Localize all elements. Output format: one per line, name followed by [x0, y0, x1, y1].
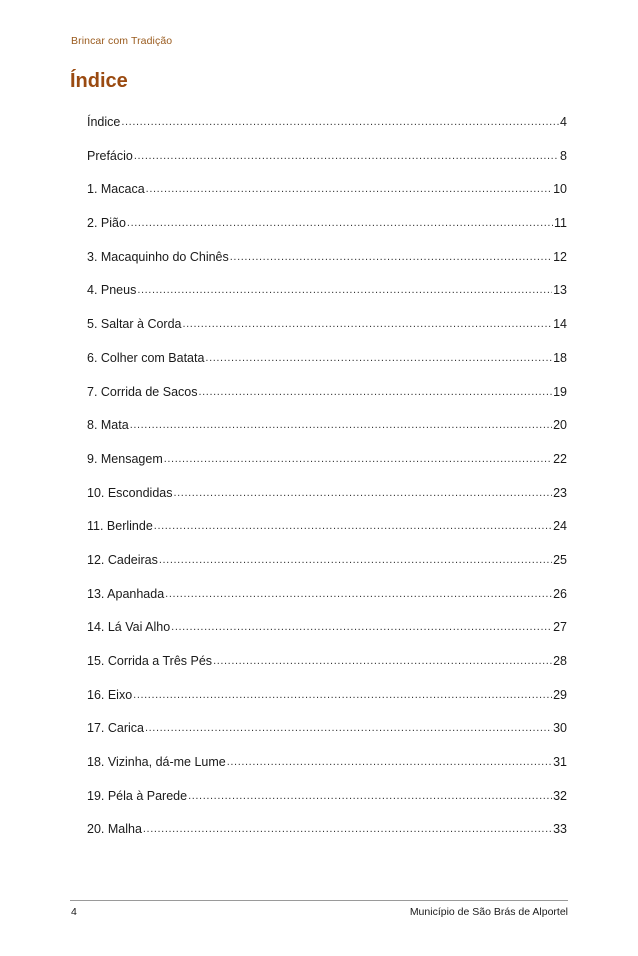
toc-entry-page: 32	[553, 788, 567, 803]
toc-dot-leader	[143, 821, 552, 835]
toc-entry-label: 3. Macaquinho do Chinês	[87, 249, 229, 264]
toc-entry[interactable]	[87, 115, 567, 149]
toc-dot-leader	[188, 788, 552, 802]
toc-entry-label: 11. Berlinde	[87, 519, 153, 534]
toc-entry-label: 8. Mata	[87, 418, 129, 433]
toc-entry[interactable]	[87, 587, 567, 621]
toc-entry[interactable]	[87, 721, 567, 755]
toc-dot-leader	[127, 215, 553, 229]
toc-dot-leader	[183, 316, 553, 330]
footer-organization: Município de São Brás de Alportel	[409, 906, 568, 918]
toc-entry-page: 24	[553, 519, 567, 534]
toc-entry-label: 13. Apanhada	[87, 586, 165, 601]
toc-entry-label: 17. Carica	[87, 721, 144, 736]
toc-entry[interactable]	[87, 283, 567, 317]
toc-entry-page: 10	[553, 182, 567, 197]
footer-divider	[70, 900, 568, 901]
toc-entry-page: 22	[553, 451, 567, 466]
toc-dot-leader	[134, 148, 559, 162]
toc-entry[interactable]	[87, 182, 567, 216]
toc-entry-label: 6. Colher com Batata	[87, 350, 205, 365]
toc-entry-label: Prefácio	[87, 148, 133, 163]
toc-dot-leader	[213, 653, 552, 667]
toc-entry[interactable]	[87, 486, 567, 520]
toc-entry-page: 33	[553, 822, 567, 837]
toc-entry-label: 15. Corrida a Três Pés	[87, 654, 213, 668]
toc-entry-page: 8	[560, 148, 567, 163]
toc-entry[interactable]	[87, 789, 567, 823]
toc-entry-page: 18	[553, 350, 567, 365]
toc-entry[interactable]	[87, 688, 567, 722]
page-title: Índice	[70, 70, 128, 92]
toc-entry[interactable]	[87, 553, 567, 587]
toc-entry-page: 25	[553, 552, 567, 567]
toc-entry[interactable]	[87, 149, 567, 183]
toc-dot-leader	[146, 181, 552, 195]
toc-dot-leader	[159, 552, 552, 566]
toc-entry-label: 9. Mensagem	[87, 451, 163, 466]
toc-entry-label: Índice	[87, 115, 121, 129]
table-of-contents	[87, 115, 567, 856]
toc-entry[interactable]	[87, 385, 567, 419]
toc-entry-label: 4. Pneus	[87, 283, 137, 298]
footer-page-number: 4	[71, 906, 77, 918]
toc-entry-page: 14	[553, 317, 567, 332]
toc-dot-leader	[227, 754, 552, 768]
toc-entry[interactable]	[87, 654, 567, 688]
toc-entry-label: 12. Cadeiras	[87, 552, 158, 567]
toc-entry-label: 1. Macaca	[87, 182, 145, 197]
toc-entry[interactable]	[87, 620, 567, 654]
toc-dot-leader	[165, 586, 552, 600]
toc-dot-leader	[133, 687, 552, 701]
toc-entry-label: 16. Eixo	[87, 687, 133, 702]
running-header: Brincar com Tradição	[71, 35, 173, 47]
toc-dot-leader	[137, 282, 552, 296]
toc-dot-leader	[171, 619, 552, 633]
toc-entry-label: 5. Saltar à Corda	[87, 317, 182, 332]
toc-entry[interactable]	[87, 519, 567, 553]
toc-entry-page: 11	[554, 216, 567, 231]
toc-entry-label: 18. Vizinha, dá-me Lume	[87, 755, 226, 770]
toc-entry-page: 26	[553, 586, 567, 601]
toc-dot-leader	[173, 485, 552, 499]
toc-entry-page: 20	[553, 418, 567, 433]
toc-dot-leader	[230, 249, 552, 263]
toc-entry-page: 23	[553, 485, 567, 500]
toc-entry[interactable]	[87, 317, 567, 351]
toc-entry-label: 7. Corrida de Sacos	[87, 384, 198, 399]
toc-dot-leader	[205, 350, 552, 364]
toc-entry-page: 28	[553, 654, 567, 668]
toc-entry-page: 29	[553, 687, 567, 702]
toc-dot-leader	[164, 451, 552, 465]
toc-dot-leader	[198, 384, 552, 398]
toc-entry-label: 10. Escondidas	[87, 485, 173, 500]
toc-entry[interactable]	[87, 216, 567, 250]
toc-entry[interactable]	[87, 452, 567, 486]
toc-entry[interactable]	[87, 250, 567, 284]
toc-entry-page: 4	[560, 115, 567, 129]
toc-entry[interactable]	[87, 822, 567, 856]
toc-entry[interactable]	[87, 351, 567, 385]
toc-entry-label: 19. Péla à Parede	[87, 788, 188, 803]
toc-entry-label: 2. Pião	[87, 216, 126, 231]
toc-entry-page: 13	[553, 283, 567, 298]
toc-entry-page: 19	[553, 384, 567, 399]
toc-dot-leader	[121, 114, 559, 128]
toc-dot-leader	[154, 518, 552, 532]
toc-entry-page: 30	[553, 721, 567, 736]
toc-entry-label: 14. Lá Vai Alho	[87, 620, 171, 635]
toc-entry-page: 12	[553, 249, 567, 264]
toc-dot-leader	[145, 720, 552, 734]
toc-entry-label: 20. Malha	[87, 822, 142, 837]
toc-entry-page: 27	[553, 620, 567, 635]
toc-entry-page: 31	[553, 755, 567, 770]
toc-dot-leader	[130, 417, 552, 431]
toc-entry[interactable]	[87, 418, 567, 452]
toc-entry[interactable]	[87, 755, 567, 789]
